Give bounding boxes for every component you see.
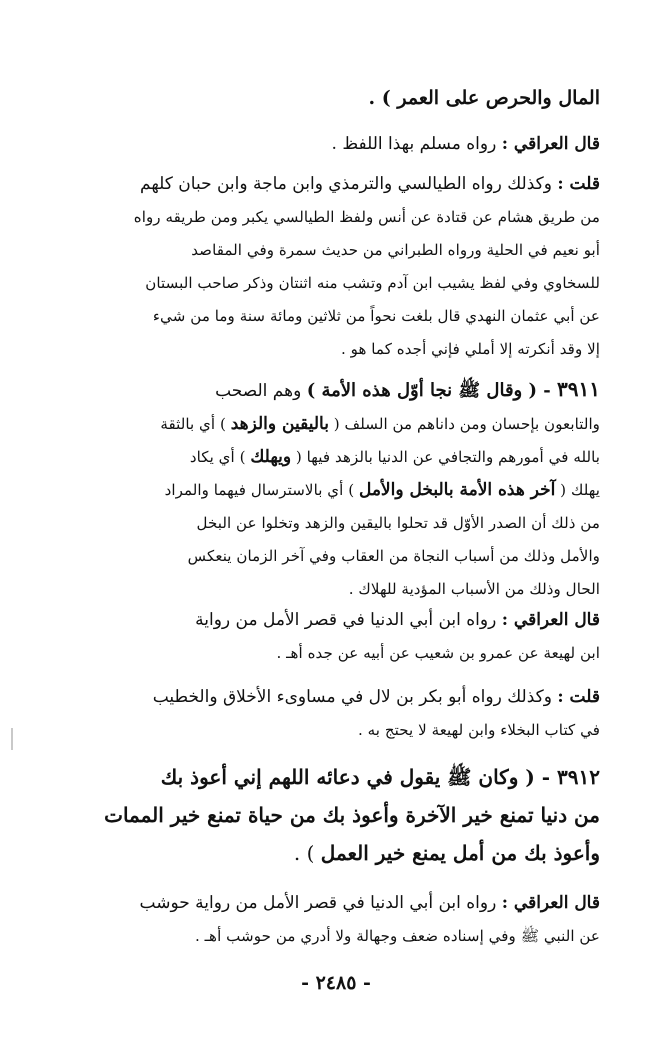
text-line	[68, 167, 600, 201]
page-number: - ٢٤٨٥ -	[301, 972, 371, 994]
margin-scan-mark	[11, 728, 13, 750]
text-line: والأمل وذلك من أسباب النجاة من العقاب وفي آخر الزمان ينعكس	[187, 547, 600, 565]
text-span: - ( وكان ﷺ يقول في دعائه اللهم إني أعوذ بك	[160, 765, 558, 789]
text-span: ) أي بالثقة	[160, 415, 231, 433]
text-line: أبو نعيم في الحلية ورواه الطبراني من حديث سمرة وفي المقاصد	[191, 241, 600, 259]
paragraph-iraqi-note-3	[68, 886, 600, 953]
lead-label: قال العراقي :	[501, 893, 600, 913]
text-span: رواه مسلم بهذا اللفظ .	[331, 134, 502, 154]
text-span: رواه ابن أبي الدنيا في قصر الأمل من رواية	[195, 610, 502, 630]
text-line: إلا وقد أنكرته إلا أملي فإني أجده كما هو .	[340, 340, 600, 358]
text-span: وأعوذ بك من أمل يمنع خير العمل	[320, 841, 600, 865]
text-line	[68, 80, 600, 117]
text-line	[68, 408, 600, 441]
text-line	[68, 758, 600, 796]
text-line: في كتاب البخلاء وابن لهيعة لا يحتج به .	[357, 721, 600, 739]
text-line	[68, 441, 600, 474]
paragraph-iraqi-note-2	[68, 603, 600, 670]
paragraph-qultu-2	[68, 680, 600, 747]
text-span: رواه ابن أبي الدنيا في قصر الأمل من رواية حوشب	[139, 893, 502, 913]
lead-label: قلت :	[557, 174, 600, 194]
text-line: من ذلك أن الصدر الأوّل قد تحلوا باليقين والزهد وتخلوا عن البخل	[196, 514, 600, 532]
text-span: ) أي يكاد	[189, 448, 251, 466]
lead-label: قال العراقي :	[501, 610, 600, 630]
text-span: بالله في أمورهم والتجافي عن الدنيا بالزهد فيها (	[291, 448, 600, 466]
quoted-phrase: آخر هذه الأمة بالبخل والأمل	[358, 480, 556, 500]
text-line	[68, 603, 600, 637]
text-span: المال والحرص على العمر ) .	[368, 87, 600, 109]
text-line	[68, 834, 600, 872]
paragraph-continuation	[68, 80, 600, 117]
text-span: وكذلك رواه الطيالسي والترمذي وابن ماجة وابن حبان كلهم	[140, 174, 558, 194]
text-span: يهلك (	[555, 481, 600, 499]
text-span: ) .	[293, 841, 321, 865]
text-span: وكذلك رواه أبو بكر بن لال في مساوىء الأخلاق والخطيب	[152, 687, 558, 707]
text-span: وهم الصحب	[215, 381, 307, 401]
text-span: ) أي بالاسترسال فيهما والمراد	[164, 481, 359, 499]
text-line	[68, 680, 600, 714]
paragraph-iraqi-note-1	[68, 127, 600, 161]
hadith-heading: - ( وقال ﷺ نجا أوّل هذه الأمة )	[306, 380, 558, 401]
text-line: للسخاوي وفي لفظ يشيب ابن آدم وتشب منه اثنتان وذكر صاحب البستان	[145, 274, 600, 292]
quoted-phrase: باليقين والزهد	[230, 414, 329, 434]
text-line	[68, 370, 600, 408]
text-line: ابن لهيعة عن عمرو بن شعيب عن أبيه عن جده أهـ .	[276, 644, 600, 662]
hadith-number: ٣٩١١	[557, 377, 600, 401]
hadith-number: ٣٩١٢	[557, 765, 600, 789]
text-span: والتابعون بإحسان ومن داناهم من السلف (	[328, 415, 600, 433]
text-line	[68, 886, 600, 920]
lead-label: قلت :	[557, 687, 600, 707]
quoted-phrase: ويهلك	[250, 447, 292, 467]
text-line: عن أبي عثمان النهدي قال بلغت نحواً من ثلاثين ومائة سنة وما من شيء	[152, 307, 600, 325]
text-line: عن النبي ﷺ وفي إسناده ضعف وجهالة ولا أدري من حوشب أهـ .	[194, 927, 600, 945]
hadith-3911	[68, 370, 600, 606]
hadith-3912	[68, 758, 600, 872]
paragraph-qultu-1	[68, 167, 600, 366]
text-line: من طريق هشام عن قتادة عن أنس ولفظ الطيالسي يكبر ومن طريقه رواه	[133, 208, 600, 226]
text-line: من دنيا تمنع خير الآخرة وأعوذ بك من حياة تمنع خير الممات	[104, 803, 600, 827]
text-line	[68, 474, 600, 507]
text-line: الحال وذلك من الأسباب المؤدية للهلاك .	[348, 580, 600, 598]
lead-label: قال العراقي :	[501, 134, 600, 154]
text-line	[68, 127, 600, 161]
